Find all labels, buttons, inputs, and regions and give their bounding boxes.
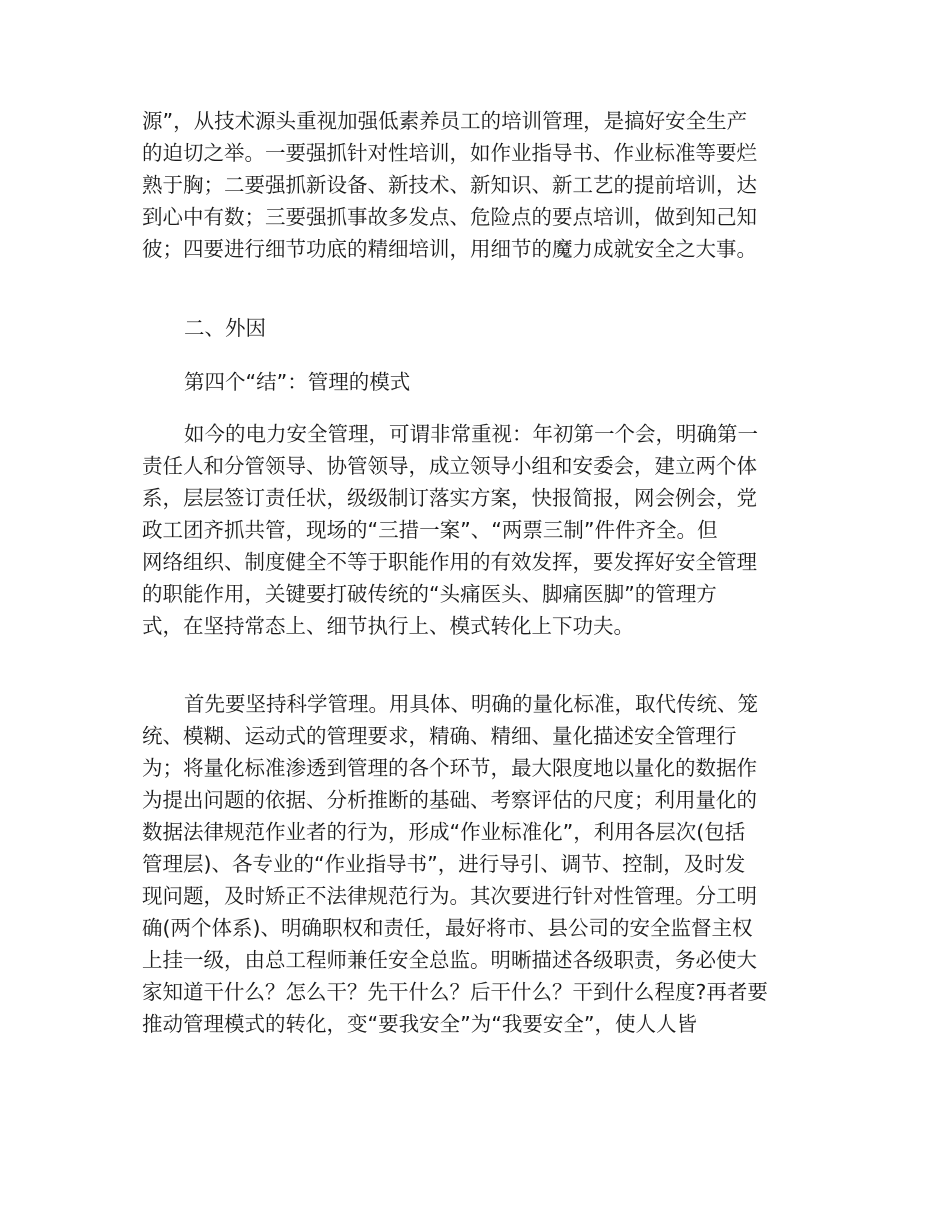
section-heading	[142, 312, 832, 344]
text-line: 的职能作用，关键要打破传统的“头痛医头、脚痛医脚”的管理方	[142, 582, 717, 606]
text-line: 现问题，及时矫正不法律规范行为。其次要进行针对性管理。分工明	[142, 884, 757, 908]
text-line: 数据法律规范作业者的行为，形成“作业标准化”，利用各层次(包括	[142, 820, 746, 844]
text-line: 为；将量化标准渗透到管理的各个环节，最大限度地以量化的数据作	[142, 756, 757, 780]
text-line: 家知道干什么？怎么干？先干什么？后干什么？干到什么程度?再者要	[142, 980, 768, 1004]
text-line: 为提出问题的依据、分析推断的基础、考察评估的尺度；利用量化的	[142, 788, 757, 812]
subsection-heading	[142, 366, 832, 398]
text-line: 如今的电力安全管理，可谓非常重视：年初第一个会，明确第一	[184, 422, 758, 446]
text-line: 源”，从技术源头重视加强低素养员工的培训管理，是搞好安全生产	[142, 109, 748, 133]
text-line: 统、模糊、运动式的管理要求，精确、精细、量化描述安全管理行	[142, 724, 737, 748]
text-line: 责任人和分管领导、协管领导，成立领导小组和安委会，建立两个体	[142, 454, 757, 478]
section-heading-text: 二、外因	[184, 316, 266, 340]
text-line: 上挂一级，由总工程师兼任安全总监。明晰描述各级职责，务必使大	[142, 948, 757, 972]
subsection-heading-text: 第四个“结”：管理的模式	[184, 370, 411, 394]
paragraph-management-status	[142, 418, 832, 642]
text-line: 网络组织、制度健全不等于职能作用的有效发挥，要发挥好安全管理	[142, 550, 757, 574]
text-line: 推动管理模式的转化，变“要我安全”为“我要安全”，使人人皆	[142, 1012, 697, 1036]
text-line: 式，在坚持常态上、细节执行上、模式转化上下功夫。	[142, 614, 634, 638]
text-line: 管理层)、各专业的“作业指导书”，进行导引、调节、控制，及时发	[142, 852, 746, 876]
paragraph-scientific-management	[142, 688, 832, 1040]
text-line: 确(两个体系)、明确职权和责任，最好将市、县公司的安全监督主权	[142, 916, 753, 940]
text-line: 的迫切之举。一要强抓针对性培训，如作业指导书、作业标准等要烂	[142, 141, 757, 165]
text-line: 到心中有数；三要强抓事故多发点、危险点的要点培训，做到知己知	[142, 205, 757, 229]
text-line: 彼；四要进行细节功底的精细培训，用细节的魔力成就安全之大事。	[142, 237, 757, 261]
text-line: 熟于胸；二要强抓新设备、新技术、新知识、新工艺的提前培训，达	[142, 173, 757, 197]
paragraph-training	[142, 105, 832, 265]
text-line: 首先要坚持科学管理。用具体、明确的量化标准，取代传统、笼	[184, 692, 758, 716]
text-line: 政工团齐抓共管，现场的“三措一案”、“两票三制”件件齐全。但	[142, 518, 718, 542]
text-line: 系，层层签订责任状，级级制订落实方案，快报简报，网会例会，党	[142, 486, 757, 510]
